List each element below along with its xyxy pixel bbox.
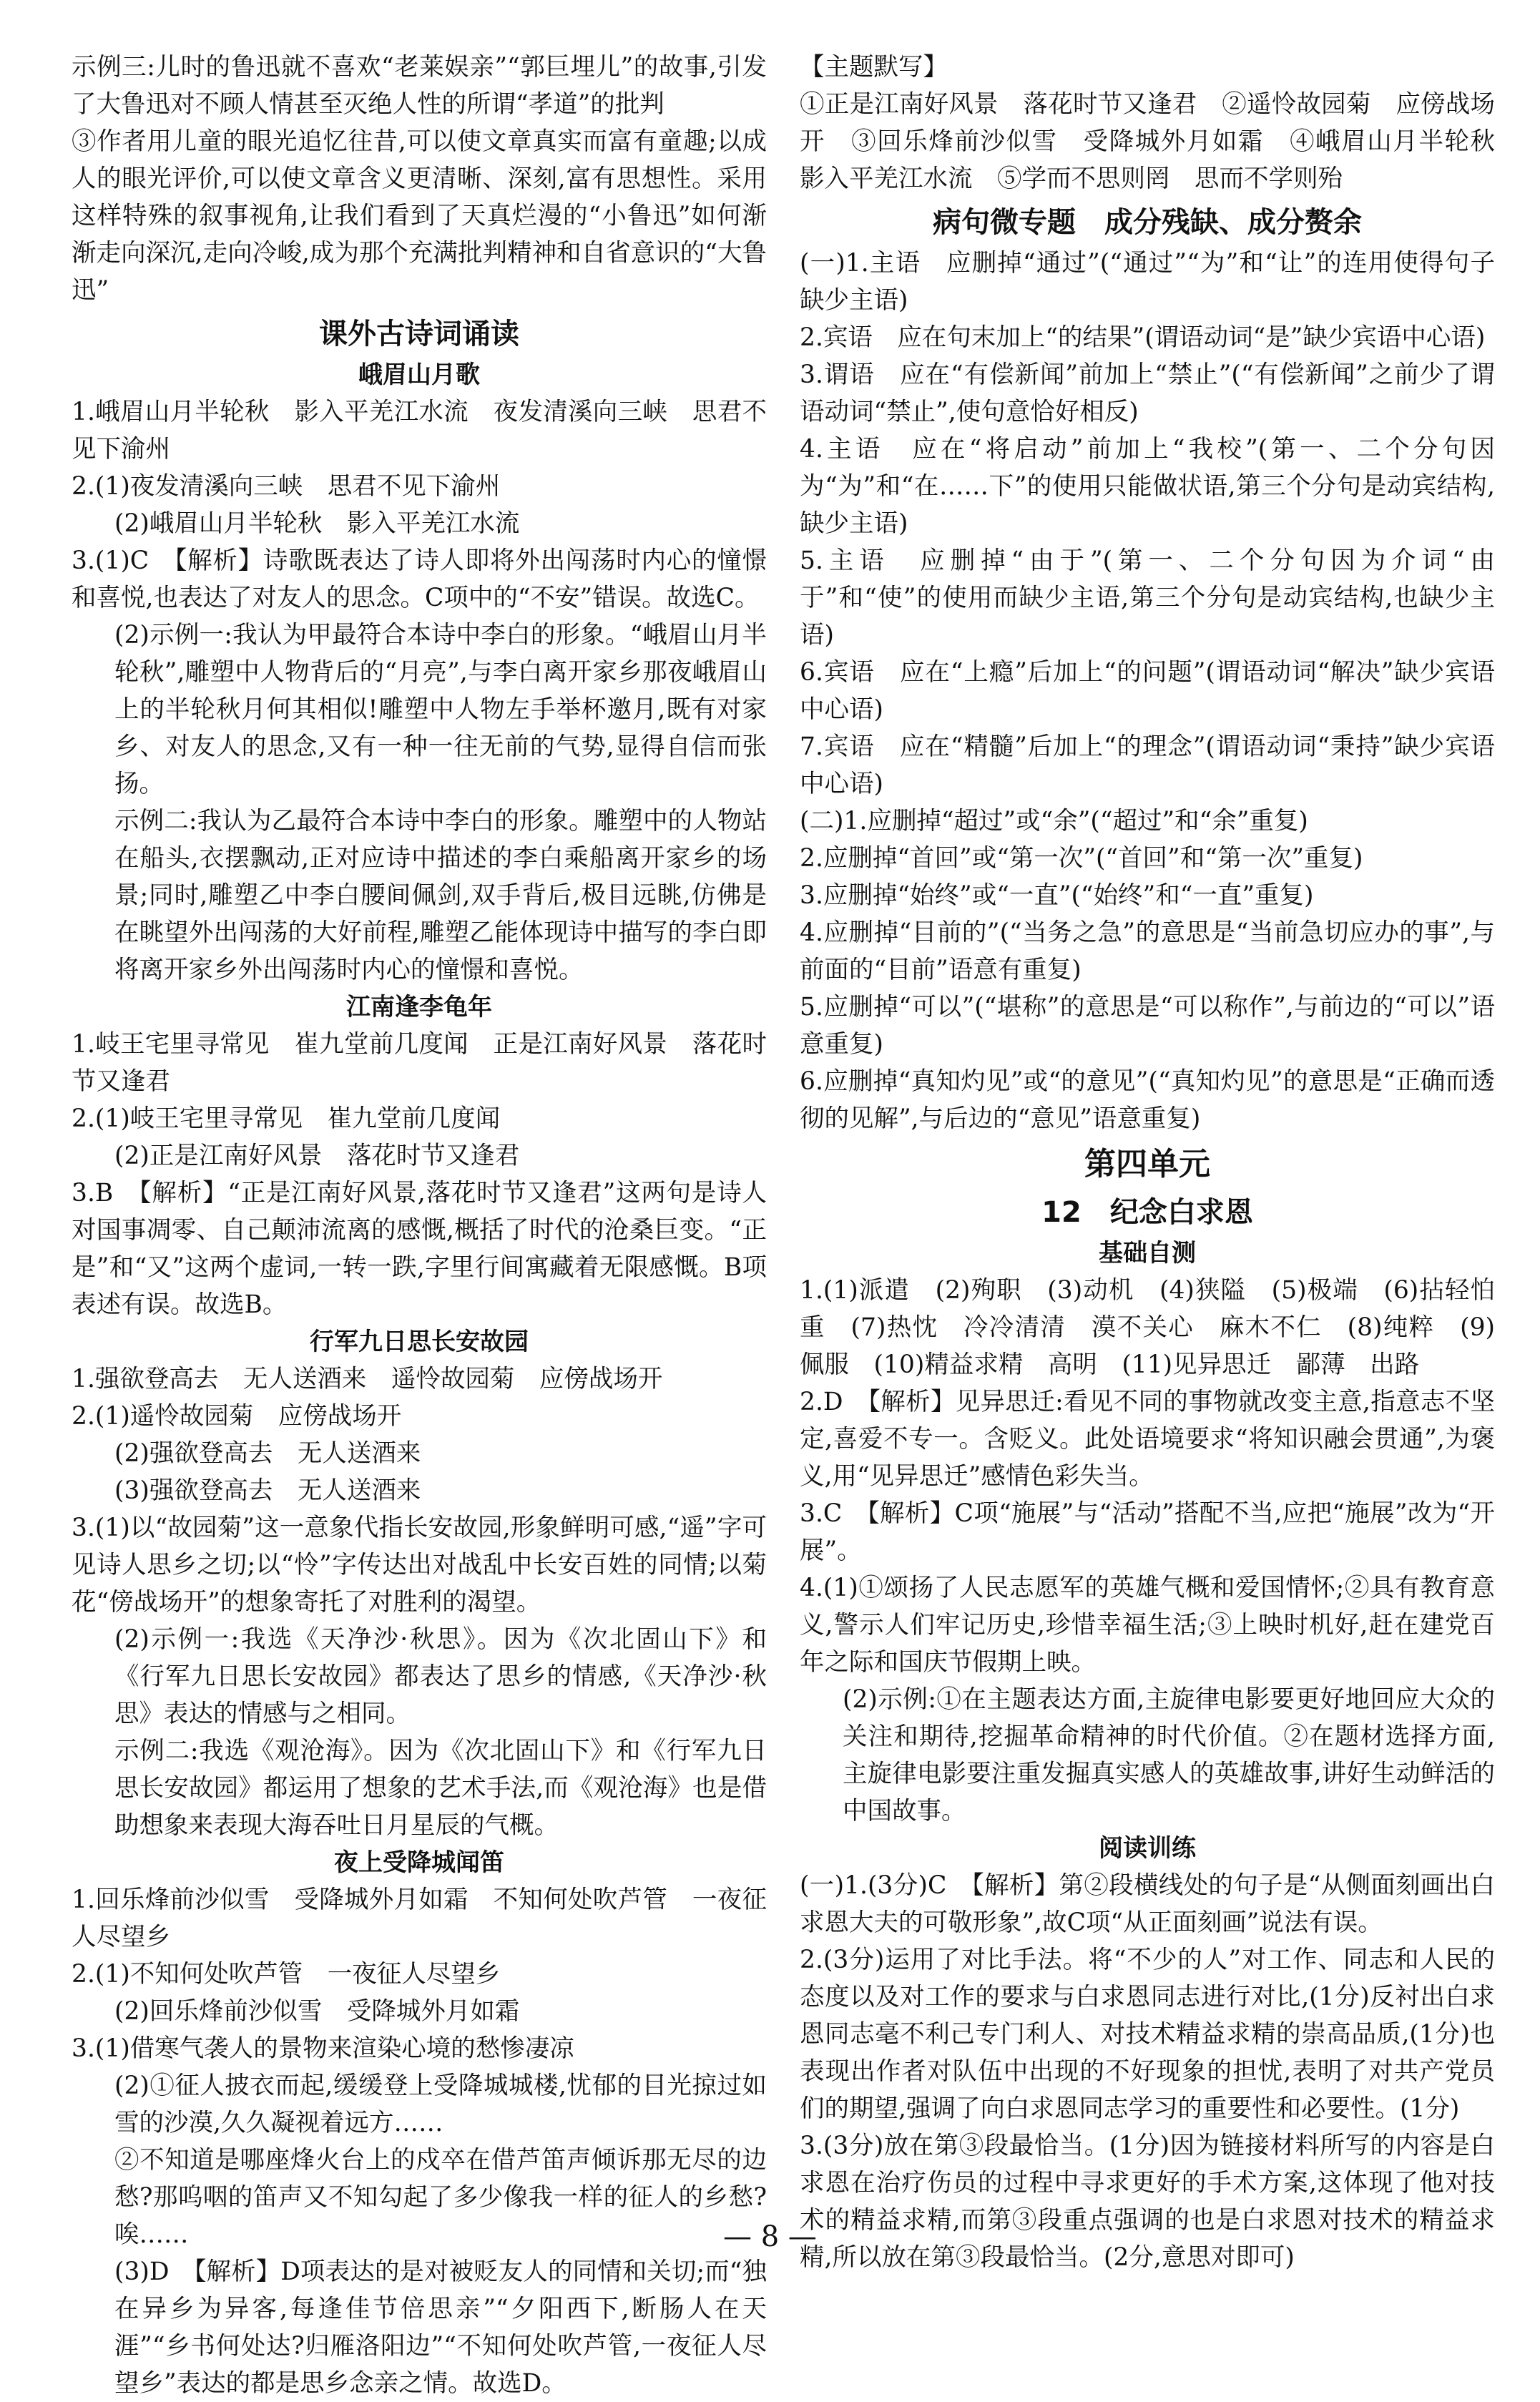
section-heading: 课外古诗词诵读: [319, 318, 519, 351]
answer-paragraph: 3.谓语 应在“有偿新闻”前加上“禁止”(“有偿新闻”之前少了谓语动词“禁止”,使句意恰好相反): [800, 361, 1495, 426]
answer-paragraph: 【主题默写】: [800, 53, 948, 82]
answer-paragraph: 2.(1)夜发清溪向三峡 思君不见下渝州: [72, 472, 501, 501]
answer-paragraph: 4.主语 应在“将启动”前加上“我校”(第一、二个分句因为“为”和“在……下”的使用只能做状语,第三个分句是动宾结构,缺少主语): [800, 435, 1495, 538]
answer-paragraph: ①正是江南好风景 落花时节又逢君 ②遥怜故园菊 应傍战场开 ③回乐烽前沙似雪 受降城外月如霜 ④峨眉山月半轮秋 影入平羌江水流 ⑤学而不思则罔 思而不学则殆: [800, 90, 1520, 193]
answer-paragraph: 示例三:儿时的鲁迅就不喜欢“老莱娱亲”“郭巨埋儿”的故事,引发了大鲁迅对不顾人情甚至灭绝人性的所谓“孝道”的批判: [72, 53, 767, 119]
answer-paragraph: 3.(1)以“故园菊”这一意象代指长安故园,形象鲜明可感,“遥”字可见诗人思乡之切;以“怜”字传达出对战乱中长安百姓的同情;以菊花“傍战场开”的想象寄托了对胜利的渴望。: [72, 1514, 767, 1617]
right-column: [800, 49, 1520, 2276]
answer-paragraph: 7.宾语 应在“精髓”后加上“的理念”(谓语动词“秉持”缺少宾语中心语): [800, 732, 1495, 798]
answer-paragraph: (2)强欲登高去 无人送酒来: [114, 1439, 421, 1468]
answer-paragraph: 6.应删掉“真知灼见”或“的意见”(“真知灼见”的意思是“正确而透彻的见解”,与后边的“意见”语意重复): [800, 1067, 1495, 1133]
answer-paragraph: 3.(3分)放在第③段最恰当。(1分)因为链接材料所写的内容是白求恩在治疗伤员的过程中寻求更好的手术方案,这体现了他对技术的精益求精,而第③段重点强调的也是白求恩对技术的精益求精,所以放在第③段最恰当。(2分,意思对即可): [800, 2132, 1495, 2272]
answer-paragraph: 4.(1)①颂扬了人民志愿军的英雄气概和爱国情怀;②具有教育意义,警示人们牢记历史,珍惜幸福生活;③上映时机好,赶在建党百年之际和国庆节假期上映。: [800, 1574, 1495, 1677]
page-number: — 8 —: [723, 2220, 817, 2253]
answer-paragraph: (一)1.主语 应删掉“通过”(“通过”“为”和“让”的连用使得句子缺少主语): [800, 249, 1495, 315]
answer-paragraph: 1.峨眉山月半轮秋 影入平羌江水流 夜发清溪向三峡 思君不见下渝州: [72, 398, 767, 464]
section-heading: 12 纪念白求恩: [1041, 1196, 1253, 1229]
section-heading: 病句微专题 成分残缺、成分赘余: [933, 206, 1362, 239]
section-heading: 夜上受降城闻笛: [334, 1848, 504, 1877]
answer-paragraph: 3.B 【解析】“正是江南好风景,落花时节又逢君”这两句是诗人对国事凋零、自己颠沛流离的感慨,概括了时代的沧桑巨变。“正是”和“又”这两个虚词,一转一跌,字里行间寓藏着无限感慨。B项表述有误。故选B。: [72, 1179, 767, 1319]
answer-paragraph: (2)峨眉山月半轮秋 影入平羌江水流: [114, 509, 520, 538]
answer-paragraph: 3.(1)C 【解析】诗歌既表达了诗人即将外出闯荡时内心的憧憬和喜悦,也表达了对友人的思念。C项中的“不安”错误。故选C。: [72, 546, 767, 612]
answer-paragraph: 2.D 【解析】见异思迁:看见不同的事物就改变主意,指意志不坚定,喜爱不专一。含贬义。此处语境要求“将知识融会贯通”,为褒义,用“见异思迁”感情色彩失当。: [800, 1388, 1495, 1491]
answer-paragraph: 2.宾语 应在句末加上“的结果”(谓语动词“是”缺少宾语中心语): [800, 323, 1486, 352]
answer-paragraph: (2)示例一:我选《天净沙·秋思》。因为《次北固山下》和《行军九日思长安故园》都表达了思乡的情感,《天净沙·秋思》表达的情感与之相同。: [114, 1625, 767, 1728]
answer-paragraph: 1.岐王宅里寻常见 崔九堂前几度闻 正是江南好风景 落花时节又逢君: [72, 1030, 767, 1096]
answer-paragraph: (2)正是江南好风景 落花时节又逢君: [114, 1142, 520, 1170]
answer-paragraph: 3.应删掉“始终”或“一直”(“始终”和“一直”重复): [800, 881, 1314, 910]
answer-paragraph: 4.应删掉“目前的”(“当务之急”的意思是“当前急切应办的事”,与前面的“目前”语意有重复): [800, 918, 1495, 984]
answer-paragraph: ②不知道是哪座烽火台上的戍卒在借芦笛声倾诉那无尽的边愁?那呜咽的笛声又不知勾起了多少像我一样的征人的乡愁?唉……: [114, 2146, 767, 2249]
answer-paragraph: 2.(1)岐王宅里寻常见 崔九堂前几度闻: [72, 1104, 501, 1133]
section-heading: 基础自测: [1099, 1239, 1196, 1268]
answer-paragraph: 3.C 【解析】C项“施展”与“活动”搭配不当,应把“施展”改为“开展”。: [800, 1499, 1495, 1565]
answer-paragraph: (3)强欲登高去 无人送酒来: [114, 1476, 421, 1505]
answer-paragraph: 2.(1)不知何处吹芦管 一夜征人尽望乡: [72, 1960, 501, 1989]
answer-paragraph: ③作者用儿童的眼光追忆往昔,可以使文章真实而富有童趣;以成人的眼光评价,可以使文章含义更清晰、深刻,富有思想性。采用这样特殊的叙事视角,让我们看到了天真烂漫的“小鲁迅”如何渐渐走向深沉,走向冷峻,成为那个充满批判精神和自省意识的“大鲁迅”: [72, 127, 767, 305]
section-heading: 阅读训练: [1099, 1834, 1196, 1863]
answer-paragraph: 2.(1)遥怜故园菊 应傍战场开: [72, 1402, 402, 1431]
answer-paragraph: (2)①征人披衣而起,缓缓登上受降城城楼,忧郁的目光掠过如雪的沙漠,久久凝视着远方……: [114, 2072, 767, 2137]
answer-paragraph: 6.宾语 应在“上瘾”后加上“的问题”(谓语动词“解决”缺少宾语中心语): [800, 658, 1495, 724]
answer-paragraph: (2)示例:①在主题表达方面,主旋律电影要更好地回应大众的关注和期待,挖掘革命精神的时代价值。②在题材选择方面,主旋律电影要注重发掘真实感人的英雄故事,讲好生动鲜活的中国故事。: [843, 1685, 1495, 1825]
answer-paragraph: 1.(1)派遣 (2)殉职 (3)动机 (4)狭隘 (5)极端 (6)拈轻怕重 (7)热忱 冷冷清清 漠不关心 麻木不仁 (8)纯粹 (9)佩服 (10)精益求精 高明 (11)见异思迁 鄙薄 出路: [800, 1276, 1495, 1379]
answer-paragraph: 示例二:我认为乙最符合本诗中李白的形象。雕塑中的人物站在船头,衣摆飘动,正对应诗中描述的李白乘船离开家乡的场景;同时,雕塑乙中李白腰间佩剑,双手背后,极目远眺,仿佛是在眺望外出闯荡的大好前程,雕塑乙能体现诗中描写的李白即将离开家乡外出闯荡时内心的憧憬和喜悦。: [114, 807, 767, 984]
section-heading: 峨眉山月歌: [358, 361, 480, 389]
answer-paragraph: (2)回乐烽前沙似雪 受降城外月如霜: [114, 1997, 520, 2026]
answer-paragraph: (2)示例一:我认为甲最符合本诗中李白的形象。“峨眉山月半轮秋”,雕塑中人物背后的“月亮”,与李白离开家乡那夜峨眉山上的半轮秋月何其相似!雕塑中人物左手举杯邀月,既有对家乡、对友人的思念,又有一种一往无前的气势,显得自信而张扬。: [114, 621, 767, 798]
section-heading: 江南逢李龟年: [346, 993, 492, 1021]
answer-paragraph: 3.(1)借寒气袭人的景物来渲染心境的愁惨凄凉: [72, 2034, 574, 2063]
answer-paragraph: (一)1.(3分)C 【解析】第②段横线处的句子是“从侧面刻画出白求恩大夫的可敬形象”,故C项“从正面刻画”说法有误。: [800, 1871, 1495, 1937]
answer-paragraph: 1.回乐烽前沙似雪 受降城外月如霜 不知何处吹芦管 一夜征人尽望乡: [72, 1886, 767, 1951]
answer-paragraph: 2.(3分)运用了对比手法。将“不少的人”对工作、同志和人民的态度以及对工作的要求与白求恩同志进行对比,(1分)反衬出白求恩同志毫不利己专门利人、对技术精益求精的崇高品质,(1分)也表现出作者对队伍中出现的不好现象的担忧,表明了对共产党员们的期望,强调了向白求恩同志学习的重要性和必要性。(1分): [800, 1946, 1495, 2123]
section-heading: 行军九日思长安故园: [310, 1328, 529, 1356]
answer-paragraph: 5.应删掉“可以”(“堪称”的意思是“可以称作”,与前边的“可以”语意重复): [800, 993, 1495, 1059]
answer-paragraph: 5.主语 应删掉“由于”(第一、二个分句因为介词“由于”和“使”的使用而缺少主语,第三个分句是动宾结构,也缺少主语): [800, 546, 1495, 649]
answer-paragraph: (3)D 【解析】D项表达的是对被贬友人的同情和关切;而“独在异乡为异客,每逢佳节倍思亲”“夕阳西下,断肠人在天涯”“乡书何处达?归雁洛阳边”“不知何处吹芦管,一夜征人尽望乡”表达的都是思乡念亲之情。故选D。: [114, 2258, 767, 2398]
left-column: [72, 49, 767, 2402]
section-heading: 第四单元: [1084, 1146, 1210, 1182]
answer-paragraph: 1.强欲登高去 无人送酒来 遥怜故园菊 应傍战场开: [72, 1365, 663, 1393]
answer-paragraph: 示例二:我选《观沧海》。因为《次北固山下》和《行军九日思长安故园》都运用了想象的艺术手法,而《观沧海》也是借助想象来表现大海吞吐日月星辰的气概。: [114, 1737, 767, 1840]
answer-paragraph: 2.应删掉“首回”或“第一次”(“首回”和“第一次”重复): [800, 844, 1363, 873]
answer-paragraph: (二)1.应删掉“超过”或“余”(“超过”和“余”重复): [800, 807, 1308, 835]
